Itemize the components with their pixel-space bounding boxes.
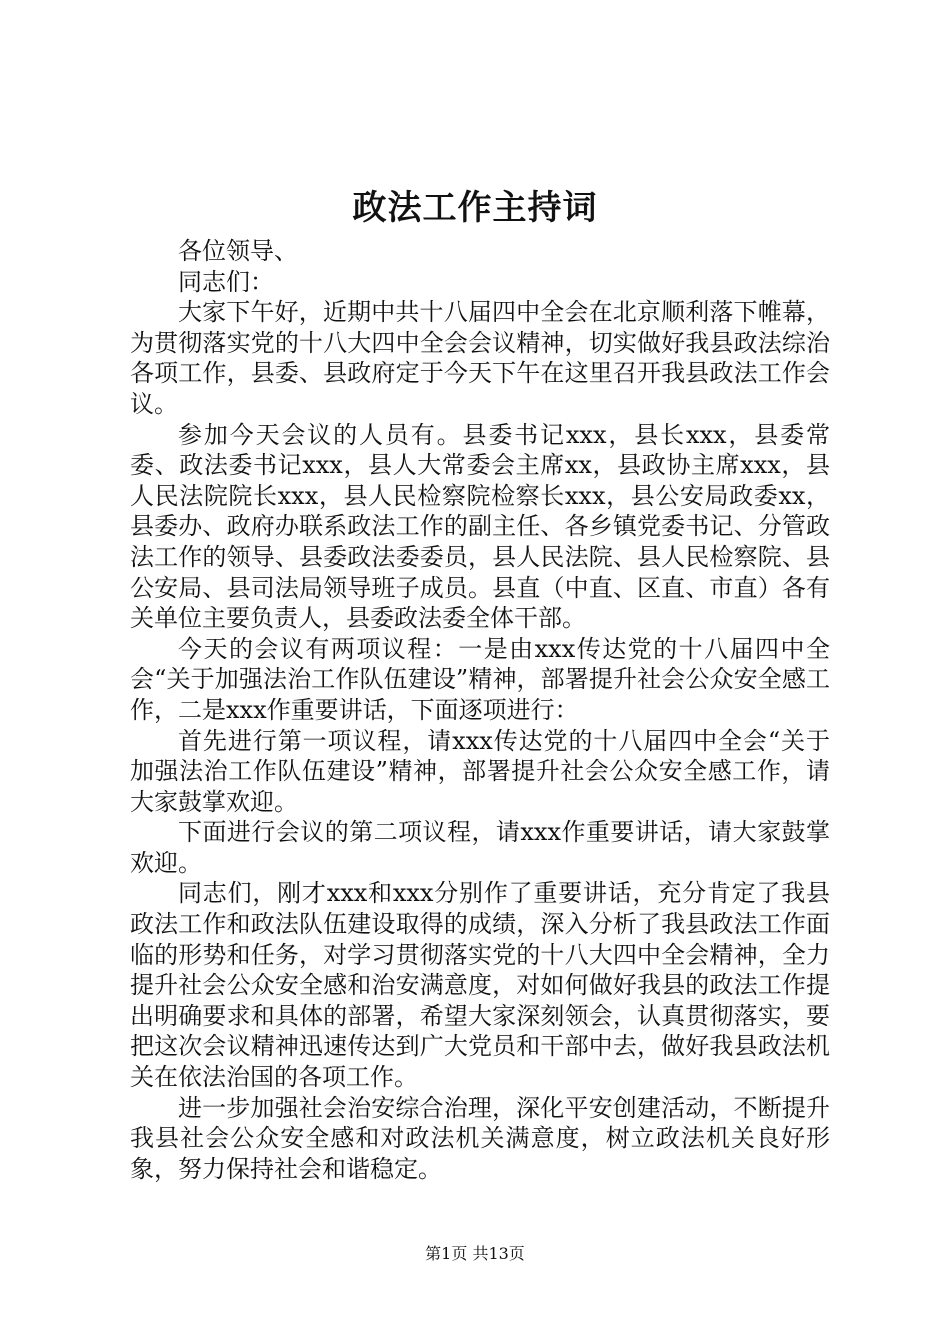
paragraph-agenda-item-1: 首先进行第一项议程，请xxx传达党的十八届四中全会“关于加强法治工作队伍建设”精神，部署提升社会公众安全感工作，请大家鼓掌欢迎。 <box>130 726 830 816</box>
document-title: 政法工作主持词 <box>352 188 598 228</box>
salutation-leaders: 各位领导、 <box>178 237 298 265</box>
salutation-comrades: 同志们： <box>178 267 274 296</box>
paragraph-attendees: 参加今天会议的人员有。县委书记xxx，县长xxx，县委常委、政法委书记xxx，县人大常委会主席xx，县政协主席xxx，县人民法院院长xxx，县人民检察院检察长xxx，县公安局政委xx，县委办、政府办联系政法工作的副主任、各乡镇党委书记、分管政法工作的领导、县委政法委委员，县人民法院、县人民检察院、县公安局、县司法局领导班子成员。县直（中直、区直、市直）各有关单位主要负责人，县委政法委全体干部。 <box>130 420 830 633</box>
paragraph-agenda-item-2: 下面进行会议的第二项议程，请xxx作重要讲话，请大家鼓掌欢迎。 <box>130 818 830 877</box>
page-footer: 第1页 共13页 <box>425 1244 525 1263</box>
paragraph-opening: 大家下午好，近期中共十八届四中全会在北京顺利落下帷幕，为贯彻落实党的十八大四中全会会议精神，切实做好我县政法综治各项工作，县委、县政府定于今天下午在这里召开我县政法工作会议。 <box>130 298 830 418</box>
paragraph-agenda: 今天的会议有两项议程：一是由xxx传达党的十八届四中全会“关于加强法治工作队伍建设”精神，部署提升社会公众安全感工作，二是xxx作重要讲话，下面逐项进行： <box>130 634 830 724</box>
document-body <box>130 236 830 1184</box>
paragraph-summary: 同志们，刚才xxx和xxx分别作了重要讲话，充分肯定了我县政法工作和政法队伍建设取得的成绩，深入分析了我县政法工作面临的形势和任务，对学习贯彻落实党的十八大四中全会精神，全力提升社会公众安全感和治安满意度，对如何做好我县的政法工作提出明确要求和具体的部署，希望大家深刻领会，认真贯彻落实，要把这次会议精神迅速传达到广大党员和干部中去，做好我县政法机关在依法治国的各项工作。 <box>130 879 830 1092</box>
paragraph-closing: 进一步加强社会治安综合治理，深化平安创建活动，不断提升我县社会公众安全感和对政法机关满意度，树立政法机关良好形象，努力保持社会和谐稳定。 <box>130 1093 830 1183</box>
